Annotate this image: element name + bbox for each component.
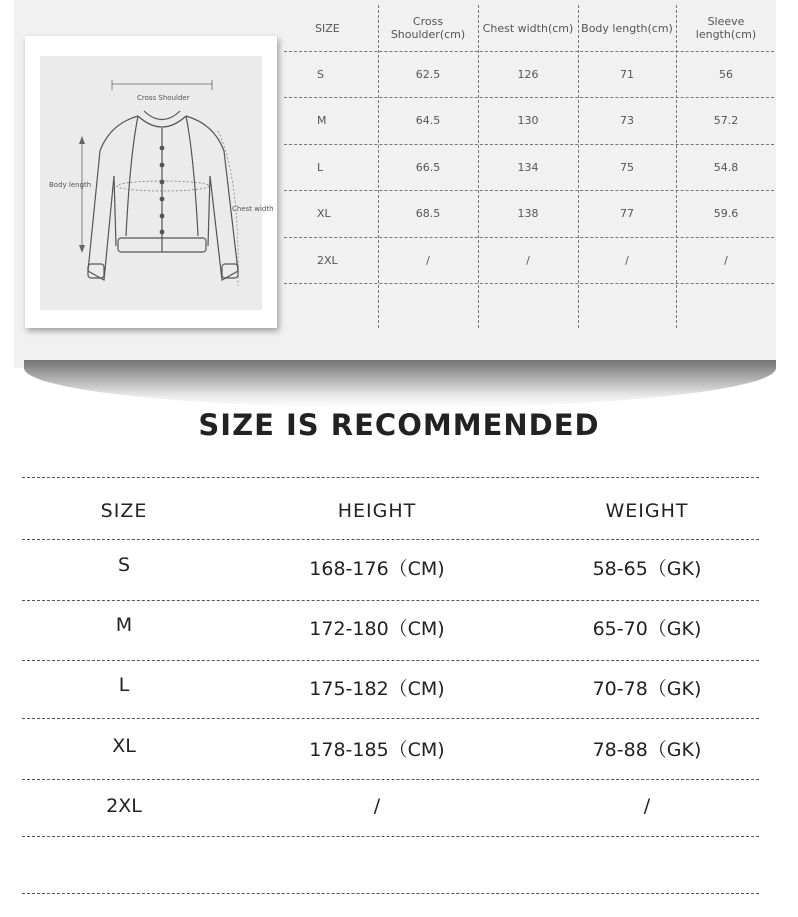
table-cell: 59.6 — [713, 207, 739, 220]
table-cell: M — [317, 114, 327, 127]
chest-width-label: Chest width — [232, 205, 274, 213]
recommendation-cell: 172-180（CM) — [309, 618, 445, 640]
jacket-measurement-diagram — [40, 56, 274, 310]
recommendation-cell: / — [373, 795, 381, 817]
table-cell: 130 — [517, 114, 539, 127]
recommendation-title: SIZE IS RECOMMENDED — [198, 408, 600, 442]
recommendation-cell: 58-65（GK) — [592, 558, 702, 580]
table-header-text: SIZE — [315, 21, 340, 35]
recommendation-cell: S — [117, 554, 131, 576]
table-cell — [676, 283, 776, 328]
table-cell: / — [625, 253, 629, 267]
recommendation-cell: / — [643, 795, 651, 817]
recommendation-cell: 78-88（GK) — [592, 739, 702, 761]
recommendation-row-divider — [22, 893, 759, 894]
table-cell: 56 — [719, 67, 733, 81]
recommendation-cell: M — [115, 614, 133, 636]
table-cell — [478, 283, 578, 328]
recommendation-row-divider — [22, 718, 759, 719]
table-cell — [378, 283, 478, 328]
table-cell — [578, 283, 676, 328]
measurement-table — [284, 5, 776, 328]
table-cell — [284, 283, 378, 328]
cross-shoulder-label: Cross Shoulder — [137, 94, 190, 102]
table-cell: 77 — [620, 207, 634, 220]
table-cell: L — [317, 160, 324, 174]
table-cell: 2XL — [317, 253, 338, 267]
recommendation-header-cell: HEIGHT — [337, 500, 417, 522]
recommendation-cell: L — [118, 674, 130, 696]
recommendation-cell: 70-78（GK) — [592, 678, 702, 700]
recommendation-row-divider — [22, 477, 759, 478]
table-cell: 62.5 — [415, 67, 441, 81]
table-header-text: Body length(cm) — [581, 21, 673, 35]
recommendation-cell: 65-70（GK) — [592, 618, 702, 640]
recommendation-header-cell: SIZE — [100, 500, 148, 522]
recommendation-cell: 178-185（CM) — [309, 739, 445, 761]
recommendation-cell: 175-182（CM) — [309, 678, 445, 700]
table-header-text: Cross — [412, 15, 444, 28]
table-header-cell — [284, 5, 378, 51]
recommendation-header-cell: WEIGHT — [605, 500, 689, 522]
recommendation-row-divider — [22, 600, 759, 601]
table-cell: 71 — [620, 67, 634, 81]
table-header-text: Shoulder(cm) — [390, 28, 466, 41]
recommendation-cell: XL — [112, 735, 136, 757]
table-header-cell — [578, 5, 676, 51]
table-cell: 64.5 — [415, 114, 441, 127]
body-length-label: Body length — [49, 181, 92, 189]
recommendation-row-divider — [22, 539, 759, 540]
decorative-shadow — [24, 360, 776, 408]
table-cell: 75 — [620, 160, 634, 174]
table-cell: 126 — [517, 67, 539, 81]
recommendation-cell: 168-176（CM) — [309, 558, 445, 580]
recommendation-row-divider — [22, 660, 759, 661]
table-cell: / — [426, 253, 430, 267]
table-cell: / — [724, 253, 728, 267]
table-cell: 73 — [620, 114, 634, 127]
jacket-outline — [88, 111, 238, 280]
table-cell: XL — [317, 207, 331, 220]
table-cell: 134 — [517, 160, 539, 174]
table-cell: 66.5 — [415, 160, 441, 174]
table-cell: 138 — [517, 207, 539, 220]
table-cell: S — [317, 67, 324, 81]
table-header-cell — [676, 5, 776, 51]
table-header-text: Sleeve — [707, 15, 745, 28]
recommendation-row-divider — [22, 836, 759, 837]
table-header-cell — [478, 5, 578, 51]
table-cell: 68.5 — [415, 207, 441, 220]
table-header-text: Chest width(cm) — [482, 21, 574, 35]
table-cell: 57.2 — [713, 114, 739, 127]
table-header-cell — [378, 5, 478, 51]
recommendation-cell: 2XL — [106, 795, 142, 817]
recommendation-row-divider — [22, 779, 759, 780]
table-header-text: length(cm) — [695, 28, 757, 41]
table-cell: / — [526, 253, 530, 267]
table-cell: 54.8 — [713, 160, 739, 174]
